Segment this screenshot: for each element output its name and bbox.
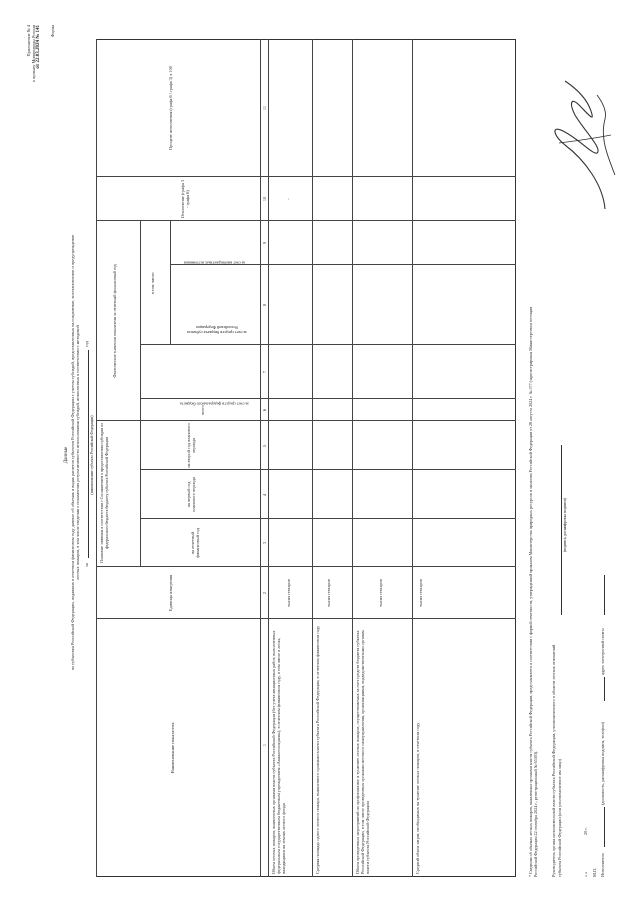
order-number: от 22.03.2024 № 141 — [36, 25, 41, 69]
group-plan-header: Плановые значения в соответствии с Соглашением о предоставлении субсидии из федерального бюджета бюджету субъекта Российской Федерации — [99, 422, 109, 563]
date-year: 20 г. — [583, 827, 588, 835]
executor-label: Исполнитель — [600, 852, 605, 877]
appendix-label: Приложение № 4 — [26, 25, 31, 57]
table-row-2-name: Средняя площадь одного лесного пожара, выявленного органами власти субъекта Российской Федерации, в отчетном финансовом году — [315, 625, 320, 874]
col-number-3: 3 — [262, 541, 267, 545]
table-row-1-unit: тысяч гектаров — [286, 579, 291, 607]
year-label: год — [84, 341, 89, 347]
executor-field — [600, 807, 605, 847]
col-fact-incl: в том числе: — [150, 271, 155, 295]
table-row-4-unit: тысяч гектаров — [418, 579, 423, 607]
col-number-4: 4 — [262, 493, 267, 497]
col-number-6: 6 — [262, 408, 267, 412]
col-plan-first: на первый год планового периода — [186, 477, 197, 512]
title-line-1: по субъектам Российской Федерации, подавших в отчетном финансовом году данные об объемах и видах расчетов субъектов Российской Федерации с учетом субсидий, предоставленных на сохранение, восстановление и предупреждение — [70, 234, 75, 671]
col-name-header: Наименование показателя — [170, 722, 175, 774]
group-fact-header: Фактические значения показателя за отчетный финансовый год — [112, 264, 117, 378]
email-field — [600, 575, 605, 615]
col-percent: Процент исполнения (графа 6 / графа 3) x 100 — [168, 66, 173, 150]
head-label: Руководитель органа исполнительной власти субъекта Российской Федерации, уполномоченного в области лесных отношений — [551, 644, 556, 877]
col-plan-second: на второй год планового периода — [186, 423, 197, 468]
email-label: адрес электронной почты — [600, 628, 605, 675]
col-unit-header: Единица измерения — [168, 574, 173, 612]
document-title: Данные — [64, 446, 69, 464]
col-number-9: 9 — [262, 241, 267, 245]
phone-field — [600, 677, 605, 701]
table-row-4-name: Средний объем затрат, необходимых на тушение лесных пожаров, в отчетном году — [415, 722, 420, 874]
subject-field — [84, 350, 89, 558]
table-row-3-unit: тысяч гектаров — [378, 579, 383, 607]
col-fact-regional: за счет средств бюджета субъекта Российской Федерации — [186, 325, 248, 335]
table-row-2-unit: тысяч гектаров — [326, 579, 331, 607]
head-sub: субъекта Российской Федерации (или уполномоченное им лицо) — [557, 758, 562, 877]
col-number-5: 5 — [262, 444, 267, 448]
executor-caption: (должность, расшифровка подписи, телефон) — [600, 722, 605, 805]
for-label: за — [84, 563, 89, 567]
handwritten-signature — [545, 75, 620, 215]
indicators-table — [96, 39, 516, 877]
date-prefix: « » — [583, 871, 588, 877]
mp-label: М.П. — [592, 867, 597, 877]
col-fact-total: всего — [200, 405, 205, 415]
table-row-1-dash: - — [286, 198, 291, 200]
appendix-sub: к приказу Минприроды России — [31, 25, 36, 83]
footnote: * Сведения об объемах лесных пожаров, выявленных органами власти субъекта Российской Федерации, представляются в соответствии с формой отчетности, утвержденной приказом Министерства природных ресурсов и экологии Российской Федерации от 28 августа 2024 г. № 577 (зарегистрирован Министерством юстиции Российской Федерации 22 сентября 2024 г., регистрационный № 65303). — [528, 306, 538, 877]
table-row-1-name: Объем лесных пожаров, выявленных органами власти субъекта Российской Федерации (без учета авиационных работ, выполненных федеральным государственным бюджетным учреждением «Авиалесоохрана»), в отчетном финансовом году, в том числе в лесах, находящихся на землях лесного фонда — [271, 630, 287, 874]
col-number-11: 11 — [262, 105, 267, 111]
col-number-8: 8 — [262, 303, 267, 307]
col-fact-other: за счет внебюджетных источников — [183, 260, 246, 266]
col-plan-current: на отчетный финансовый год — [190, 528, 201, 558]
head-signature-field — [557, 445, 562, 615]
table-row-3-name: Объем проведенных мероприятий по профилактике и тушению лесных пожаров, осуществляемых за счет средств бюджета субъекта Российской Федерации, в том числе проведенных органами местного самоуправления, организациями, подведомственными органам власти субъекта Российской Федерации — [355, 630, 371, 874]
col-number-7: 7 — [262, 370, 267, 374]
title-line-2: лесных пожаров, в том числе сведения о показателях результативности использования субсидий, исчисленных в соответствии с методикой — [75, 325, 80, 580]
form-label: Форма — [50, 25, 55, 38]
col-number-1: 1 — [262, 743, 267, 747]
head-caption: (подпись, расшифровка подписи) — [563, 498, 567, 552]
col-fact-federal: за счет средств федерального бюджета — [180, 401, 249, 407]
col-deviation: Отклонение (графа 3 - графа 6) — [180, 179, 191, 219]
col-number-2: 2 — [262, 591, 267, 595]
subject-caption: (наименование субъекта Российской Федерации) — [90, 415, 94, 495]
col-number-10: 10 — [262, 196, 267, 202]
